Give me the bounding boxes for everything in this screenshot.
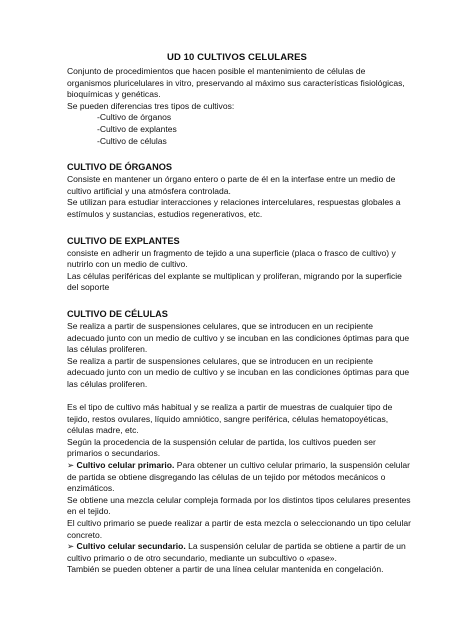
document-body — [67, 66, 411, 576]
primary-culture-paragraph — [67, 460, 411, 495]
secondary-culture-paragraph — [67, 541, 411, 564]
section-heading-organos: CULTIVO DE ÓRGANOS — [67, 162, 172, 173]
celulas-paragraph-3: Es el tipo de cultivo más habitual y se realiza a partir de muestras de cualquier tipo de tejido, restos ovulares, líquido amniótico, sangre periférica, células hematopoyéticas, células madre, etc. — [67, 402, 393, 436]
list-item-organos: -Cultivo de órganos — [97, 112, 172, 123]
list-item-celulas: -Cultivo de células — [97, 135, 167, 146]
organos-paragraph-2: Se utilizan para estudiar interacciones y relaciones intercelulares, respuestas globales a estímulos y sustancias, estudios regenerativos, etc. — [67, 197, 401, 219]
celulas-paragraph-1: Se realiza a partir de suspensiones celulares, que se introducen en un recipiente adecuado junto con un medio de cultivo y se incuban en las condiciones óptimas para que las células proliferen. — [67, 320, 410, 355]
secondary-culture-label: ➢ Cultivo celular secundario. — [67, 541, 186, 552]
primary-extra-1: Se obtiene una mezcla celular compleja formada por los distintos tipos celulares presentes en el tejido. — [67, 494, 411, 517]
primary-extra-2: El cultivo primario se puede realizar a partir de esta mezcla o seleccionando un tipo celular concreto. — [67, 518, 411, 540]
organos-paragraph-1: Consiste en mantener un órgano entero o parte de él en la interfase entre un medio de cultivo artificial y una atmósfera controlada. — [67, 174, 396, 196]
paragraph-gap — [67, 390, 411, 402]
intro-paragraph: Conjunto de procedimientos que hacen posible el mantenimiento de células de organismos pluricelulares in vitro, preservando al máximo sus características fisiológicas, bioquímicas y genéticas. — [67, 66, 405, 100]
celulas-paragraph-4: Según la procedencia de la suspensión celular de partida, los cultivos pueden ser primarios o secundarios. — [67, 436, 376, 459]
section-heading-celulas: CULTIVO DE CÉLULAS — [67, 308, 168, 319]
explantes-paragraph-2: Las células periféricas del explante se multiplican y proliferan, migrando por la superficie del soporte — [67, 270, 402, 293]
document-title: UD 10 CULTIVOS CELULARES — [167, 52, 307, 63]
list-item-explantes: -Cultivo de explantes — [97, 123, 177, 134]
primary-culture-text: Para obtener un cultivo celular primario, la suspensión celular de partida se obtiene disgregando las células de un tejido por métodos mecánicos o enzimáticos. — [67, 460, 411, 494]
secondary-culture-text: La suspensión celular de partida se obtiene a partir de un cultivo primario o de otro secundario, mediante un subcultivo o «pase». — [67, 541, 406, 563]
section-heading-explantes: CULTIVO DE EXPLANTES — [67, 235, 180, 246]
closing-paragraph: También se pueden obtener a partir de una línea celular mantenida en congelación. — [67, 564, 384, 575]
explantes-paragraph-1: consiste en adherir un fragmento de tejido a una superficie (placa o frasco de cultivo) y nutrirlo con un medio de cultivo. — [67, 247, 396, 270]
intro-types-lead: Se pueden diferencias tres tipos de cultivos: — [67, 100, 235, 111]
primary-culture-label: ➢ Cultivo celular primario. — [67, 460, 175, 471]
celulas-paragraph-2: Se realiza a partir de suspensiones celulares, que se introducen en un recipiente adecuado junto con un medio de cultivo y se incuban en las condiciones óptimas para que las células proliferen. — [67, 355, 410, 389]
